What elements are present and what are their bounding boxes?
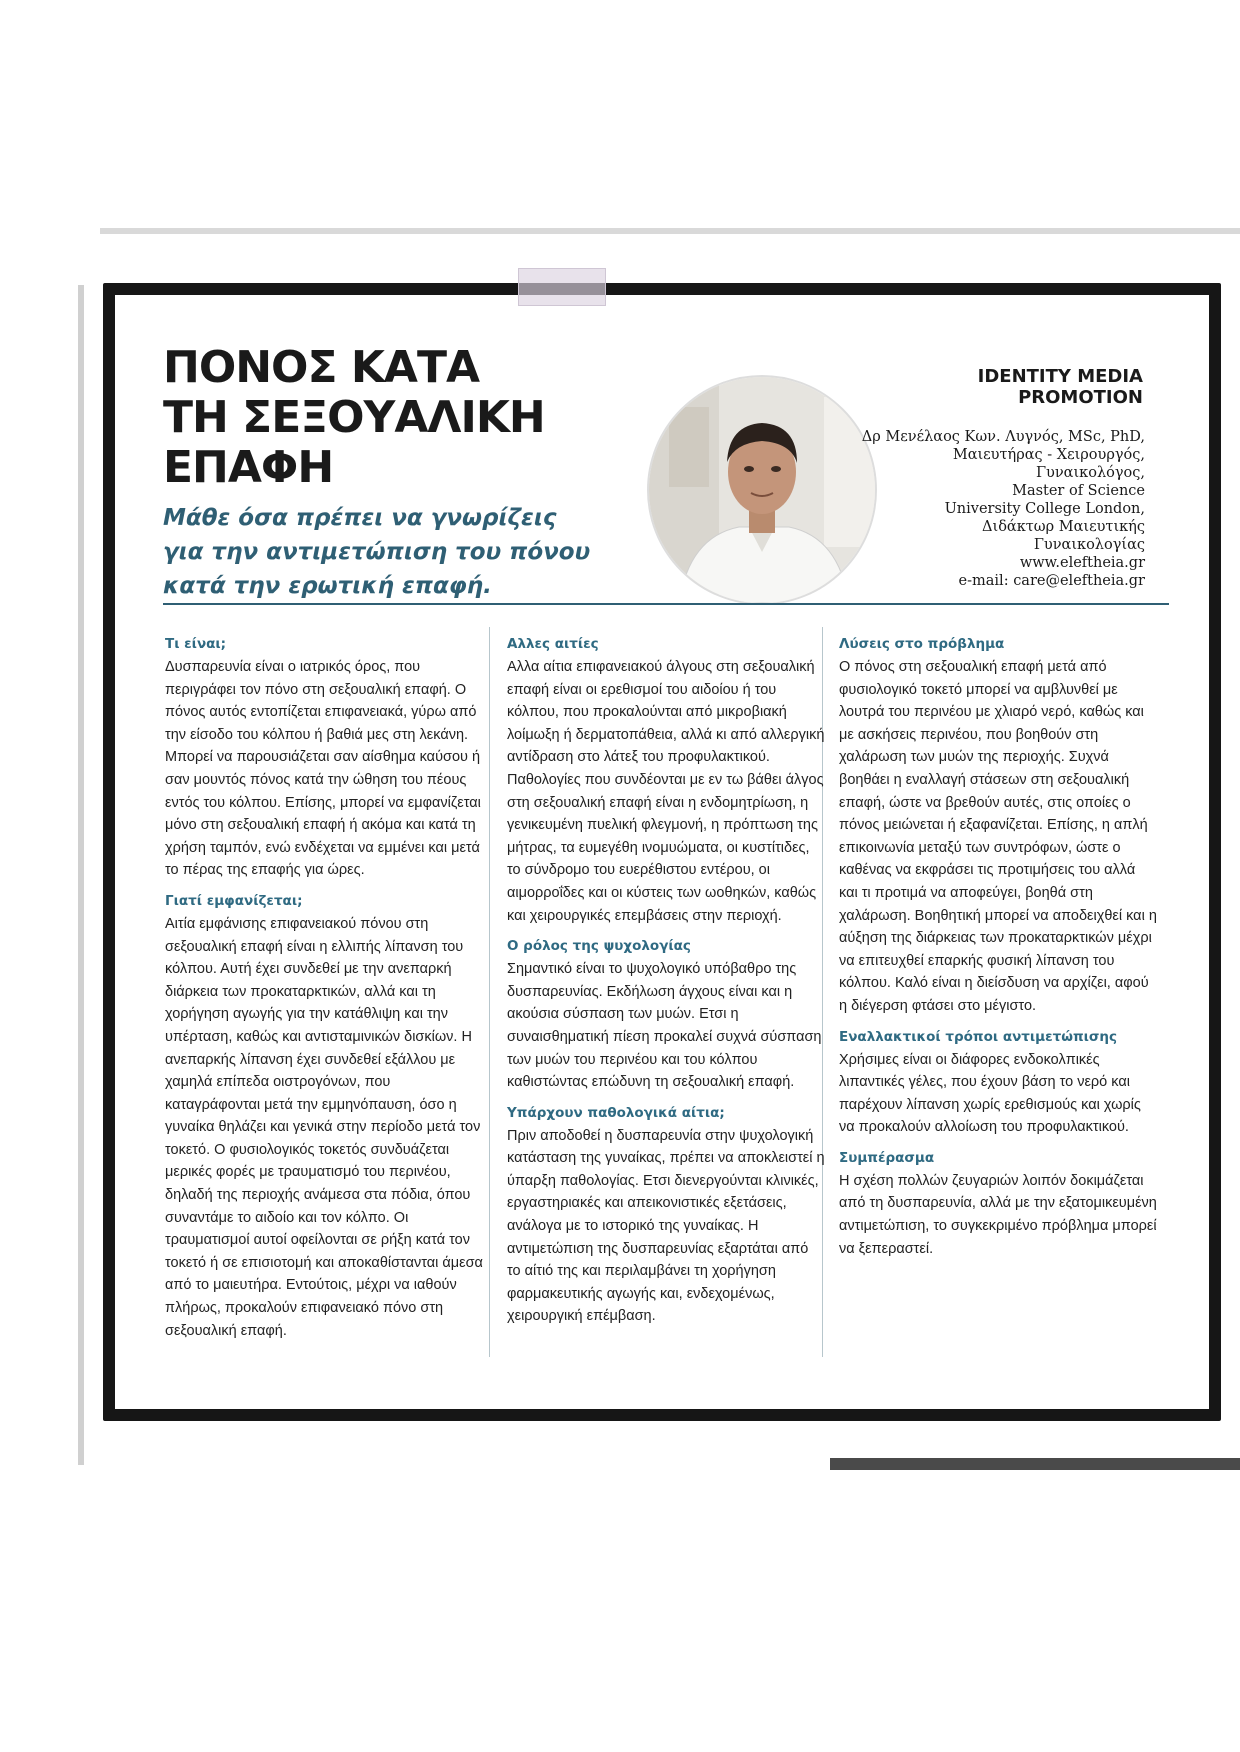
section-body: Ο πόνος στη σεξουαλική επαφή μετά από φυσιολογικό τοκετό μπορεί να αμβλυνθεί με λουτρά του περινέου με χλιαρό νερό, καθώς και με ασκήσεις περινέου, που βοηθούν στη χαλάρωση των μυών της περιοχής. Συχνά βοηθάει η εναλλαγή στάσεων στη σεξουαλική επαφή, ώστε να βρεθούν αυτές, στις οποίες ο πόνος μειώνεται ή εξαφανίζεται. Επίσης, η απλή επικοινωνία μεταξύ των συντρόφων, ώστε ο καθένας να εκφράσει τις προτιμήσεις του αλλά και τι προτιμά να αποφεύγει, βοηθά στη χαλάρωση. Βοηθητική μπορεί να αποδειχθεί και η αύξηση της διάρκειας των προκαταρκτικών μέχρι να επιτευχθεί επαρκής φυσική λίπανση του κόλπου. Καλό είναι η διείσδυση να αρχίζει, αφού η διέγερση φτάσει στο μέγιστο. (839, 659, 1157, 1014)
header-divider (163, 603, 1169, 605)
promo-line: IDENTITY MEDIA (977, 366, 1143, 387)
section-pathology (507, 1104, 825, 1328)
section-body: Χρήσιμες είναι οι διάφορες ενδοκολπικές λιπαντικές γέλες, που έχουν βάση το νερό και παρέχουν λίπανση χωρίς ερεθισμούς και χωρίς να προκαλούν αλλοίωση του προφυλακτικού. (839, 1051, 1141, 1136)
section-heading: Ο ρόλος της ψυχολογίας (507, 938, 691, 955)
bio-line: Γυναικολόγος, (1035, 465, 1145, 481)
title-line: ΤΗ ΣΕΞΟΥΑΛΙΚΗ (163, 392, 545, 443)
bio-website: www.eleftheia.gr (1019, 555, 1145, 571)
title-line: ΕΠΑΦΗ (163, 442, 334, 493)
section-body: Αιτία εμφάνισης επιφανειακού πόνου στη σεξουαλική επαφή είναι η ελλιπής λίπανση του κόλπου. Αυτή έχει συνδεθεί με την ανεπαρκή διάρκεια των προκαταρκτικών, αλλά και τη χορήγηση αγωγής για την κατάθλιψη και την υπέρταση, καθώς και αντισταμινικών δισκίων. Η ανεπαρκής λίπανση έχει συνδεθεί εξάλλου με χαμηλά επίπεδα οιστρογόνων, που καταγράφονται μετά την εμμηνόπαυση, όσο η γυναίκα θηλάζει και γενικά στην περίοδο μετά τον τοκετό. Ο φυσιολογικός τοκετός συνδυάζεται μερικές φορές με τραυματισμό του περινέου, δηλαδή της περιοχής ανάμεσα στα πόδια, όπου συναντάμε το αιδοίο και τον κόλπο. Οι τραυματισμοί αυτοί οφείλονται σε ρήξη κατά τον τοκετό ή σε επισιοτομή και αποκαθίστανται άμεσα από το μαιευτήρα. Εντούτοις, μέχρι να ιαθούν πλήρως, προκαλούν επιφανειακό πόνο στη σεξουαλική επαφή. (165, 915, 483, 1339)
bio-line: Master of Science (1012, 483, 1145, 499)
author-photo (647, 375, 877, 605)
section-solutions (839, 635, 1157, 1018)
section-psychology (507, 937, 825, 1094)
title-line: ΠΟΝΟΣ ΚΑΤΑ (163, 342, 480, 393)
section-heading: Υπάρχουν παθολογικά αίτια; (507, 1104, 725, 1121)
promo-label (978, 366, 1143, 408)
column-3 (839, 635, 1157, 1270)
bio-line: Δρ Μενέλαος Κων. Λυγνός, MSc, PhD, (861, 429, 1145, 445)
column-1 (165, 635, 483, 1352)
section-body: Δυσπαρευνία είναι ο ιατρικός όρος, που περιγράφει τον πόνο στη σεξουαλική επαφή. Ο πόνος αυτός εντοπίζεται επιφανειακά, γύρω από την είσοδο του κόλπου ή βαθιά μες στη λεκάνη. Μπορεί να παρουσιάζεται σαν αίσθημα καύσου ή σαν μουντός πόνος κατά την ώθηση του πέους εντός του κόλπου. Επίσης, μπορεί να εμφανίζεται μόνο στη σεξουαλική επαφή ή ακόμα και κατά τη χρήση ταμπόν, ενώ ενδέχεται να εμμένει και μετά το πέρας της επαφής για ώρες. (165, 659, 481, 879)
article-header (145, 342, 1195, 599)
bio-line: Γυναικολογίας (1033, 537, 1145, 553)
section-why (165, 892, 483, 1342)
section-body: Η σχέση πολλών ζευγαριών λοιπόν δοκιμάζεται από τη δυσπαρευνία, αλλά με την εξατομικευμένη αντιμετώπιση, το συγκεκριμένο πρόβλημα μπορεί να ξεπεραστεί. (839, 1172, 1157, 1257)
section-body: Σημαντικό είναι το ψυχολογικό υπόβαθρο της δυσπαρευνίας. Εκδήλωση άγχους είναι και η ακούσια σύσπαση των μυών. Ετσι η συναισθηματική πίεση προκαλεί συχνά σύσπαση των μυών του περινέου και του κόλπου καθιστώντας επώδυνη τη σεξουαλική επαφή. (507, 961, 822, 1091)
bio-line: Μαιευτήρας - Χειρουργός, (952, 447, 1145, 463)
section-heading: Αλλες αιτίες (507, 636, 599, 652)
scan-edge-top (100, 228, 1240, 234)
section-heading: Τι είναι; (165, 636, 227, 652)
article-frame (103, 283, 1221, 1421)
author-portrait-image (649, 377, 875, 603)
scan-edge-left (78, 285, 84, 1465)
article-subtitle: Μάθε όσα πρέπει να γνωρίζεις για την αντιμετώπιση του πόνου κατά την ερωτική επαφή. (163, 505, 591, 599)
section-body: Αλλα αίτια επιφανειακού άλγους στη σεξουαλική επαφή είναι οι ερεθισμοί του αιδοίου ή του κόλπου, που προκαλούνται από μικροβιακή λοίμωξη ή δερματοπάθεια, αλλά κι από αλλεργική αντίδραση στο λάτεξ του προφυλακτικού. Παθολογίες που συνδέονται με εν τω βάθει άλγος στη σεξουαλική επαφή είναι η ενδομητρίωση, η γενικευμένη πυελική φλεγμονή, η πρόπτωση της μήτρας, τα ευμεγέθη ινομυώματα, οι κυστίτιδες, το σύνδρομο του ευερέθιστου εντέρου, οι αιμορροΐδες και οι κύστεις των ωοθηκών, καθώς και χειρουργικές επεμβάσεις στην περιοχή. (507, 659, 825, 924)
promo-line: PROMOTION (1018, 387, 1143, 408)
section-conclusion (839, 1149, 1157, 1260)
section-heading: Λύσεις στο πρόβλημα (839, 636, 1005, 652)
article-title (163, 343, 545, 493)
section-other-causes (507, 635, 825, 927)
section-heading: Συμπέρασμα (839, 1149, 935, 1166)
section-heading: Εναλλακτικοί τρόποι αντιμετώπισης (839, 1028, 1118, 1045)
tape-strip (518, 268, 606, 306)
section-heading: Γιατί εμφανίζεται; (165, 892, 303, 909)
author-bio (862, 428, 1145, 590)
section-body: Πριν αποδοθεί η δυσπαρευνία στην ψυχολογική κατάσταση της γυναίκας, πρέπει να αποκλειστεί η ύπαρξη παθολογίας. Ετσι διενεργούνται κλινικές, εργαστηριακές και απεικονιστικές εξετάσεις, ανάλογα με το ιστορικό της γυναίκας. Η αντιμετώπιση της δυσπαρευνίας εξαρτάται από το αίτιό της και περιλαμβάνει τη χορήγηση φαρμακευτικής αγωγής και, ενδεχομένως, χειρουργική επέμβαση. (507, 1127, 825, 1325)
bio-email: e-mail: care@eleftheia.gr (958, 573, 1145, 589)
column-divider (489, 627, 490, 1357)
section-what-is (165, 635, 483, 882)
bio-line: University College London, (944, 501, 1145, 517)
bio-line: Διδάκτωρ Μαιευτικής (982, 519, 1145, 535)
section-alternatives (839, 1028, 1157, 1139)
scan-edge-bottom (830, 1458, 1240, 1470)
column-2 (507, 635, 825, 1338)
